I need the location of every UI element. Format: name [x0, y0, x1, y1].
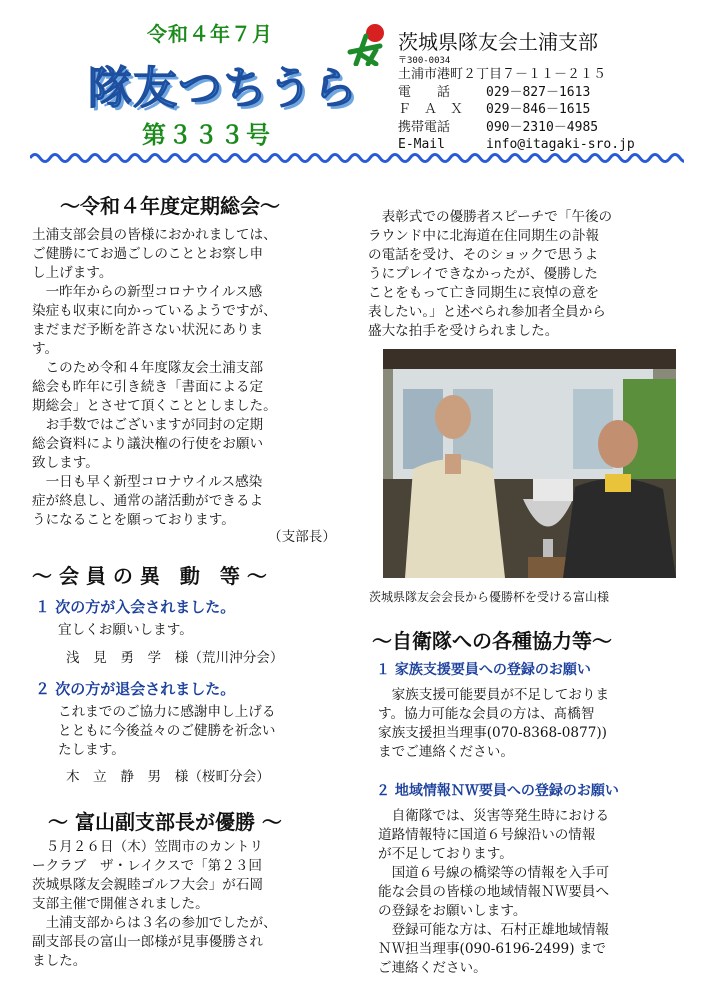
address: 土浦市港町２丁目７－１１－２１５ — [398, 67, 607, 82]
sdf-heading: ～自衛隊への各種協力等～ — [372, 629, 612, 653]
family-support-heading: １ 家族支援要員への登録のお願い — [376, 662, 591, 678]
leave-heading: ２ 次の方が退会されました。 — [35, 680, 236, 698]
regional-info-heading: ２ 地域情報ＮＷ要員への登録のお願い — [376, 783, 619, 799]
members-heading: ～ 会 員 の 異 動 等 ～ — [32, 564, 267, 588]
golf-body: ５月２６日（木）笠間市のカントリ ークラブ ザ・レイクスで「第２３回 茨城県隊友会親睦ゴルフ大会」が石岡 支部主催で開催されました。 土浦支部からは３名の参加でしたが、 副支部長の富山一郎様が見事優勝され ました。 — [32, 839, 277, 969]
organization-name: 茨城県隊友会土浦支部 — [398, 30, 598, 54]
leave-name: 木 立 静 男 様（桜町分会） — [66, 769, 270, 785]
photo-caption: 茨城県隊友会会長から優勝杯を受ける富山様 — [369, 590, 610, 604]
contact-fax: Ｆ Ａ Ｘ 029－846－1615 — [398, 102, 591, 118]
family-support-body: 家族支援可能要員が不足しておりま す。協力可能な会員の方は、髙橋智 家族支援担当理事(070-8368-0877)) までご連絡ください。 — [378, 687, 610, 760]
join-name: 浅 見 勇 学 様（荒川沖分会） — [66, 650, 284, 666]
contact-email: E-Mail info@itagaki-sro.jp — [398, 137, 635, 153]
regional-info-body: 自衛隊では、災害等発生時における 道路情報特に国道６号線沿いの情報 が不足しております。 国道６号線の橋梁等の情報を入手可 能な会員の皆様の地域情報ＮＷ要員へ の登録をお願いします。 登録可能な方は、石村正雄地域情報 ＮＷ担当理事(090-6196-2499) まで ご連絡ください。 — [378, 808, 610, 976]
meeting-heading: ～令和４年度定期総会～ — [60, 194, 280, 218]
golf-heading: ～ 富山副支部長が優勝 ～ — [48, 810, 282, 834]
join-text: 宜しくお願いします。 — [58, 622, 193, 638]
golf-speech: 表彰式での優勝者スピーチで「午後の ラウンド中に北海道在住同期生の訃報 の電話を受け、そのショックで思うよ うにプレイできなかったが、優勝した ことをもって亡き同期生に哀悼の意を 表したい。」と述べられ参加者全員から 盛大な拍手を受けられました。 — [368, 209, 613, 339]
wave-divider — [30, 150, 684, 166]
contact-phone: 電 話 029－827－1613 — [398, 84, 591, 100]
postal-code: 〒300-0034 — [398, 56, 451, 66]
leave-text: これまでのご協力に感謝申し上げる とともに今後益々のご健勝を祈念い たします。 — [58, 704, 276, 758]
meeting-signature: （支部長） — [268, 529, 336, 545]
contact-mobile: 携帯電話 090－2310－4985 — [398, 119, 599, 135]
join-heading: １ 次の方が入会されました。 — [35, 598, 236, 616]
tomo-logo-icon — [346, 22, 390, 66]
issue-number: 第３３３号 — [142, 121, 272, 149]
issue-date: 令和４年７月 — [147, 22, 273, 46]
award-photo — [383, 349, 676, 578]
contact-block — [398, 56, 635, 154]
meeting-body: 土浦支部会員の皆様におかれましては、 ご健勝にてお過ごしのこととお察し申 し上げます。 一昨年からの新型コロナウイルス感 染症も収束に向かっているようですが、 まだまだ予断を許さない状況にありま す。 このため令和４年度隊友会土浦支部 総会も昨年に引き続き「書面による定 期総会」とさせて頂くこととしました。 お手数ではございますが同封の定期 総会資料により議決権の行使をお願い 致します。 一日も早く新型コロナウイルス感染 症が終息し、通常の諸活動ができるよ うになることを願っております。 — [32, 227, 277, 528]
newsletter-title: 隊友つちうら — [88, 63, 358, 114]
